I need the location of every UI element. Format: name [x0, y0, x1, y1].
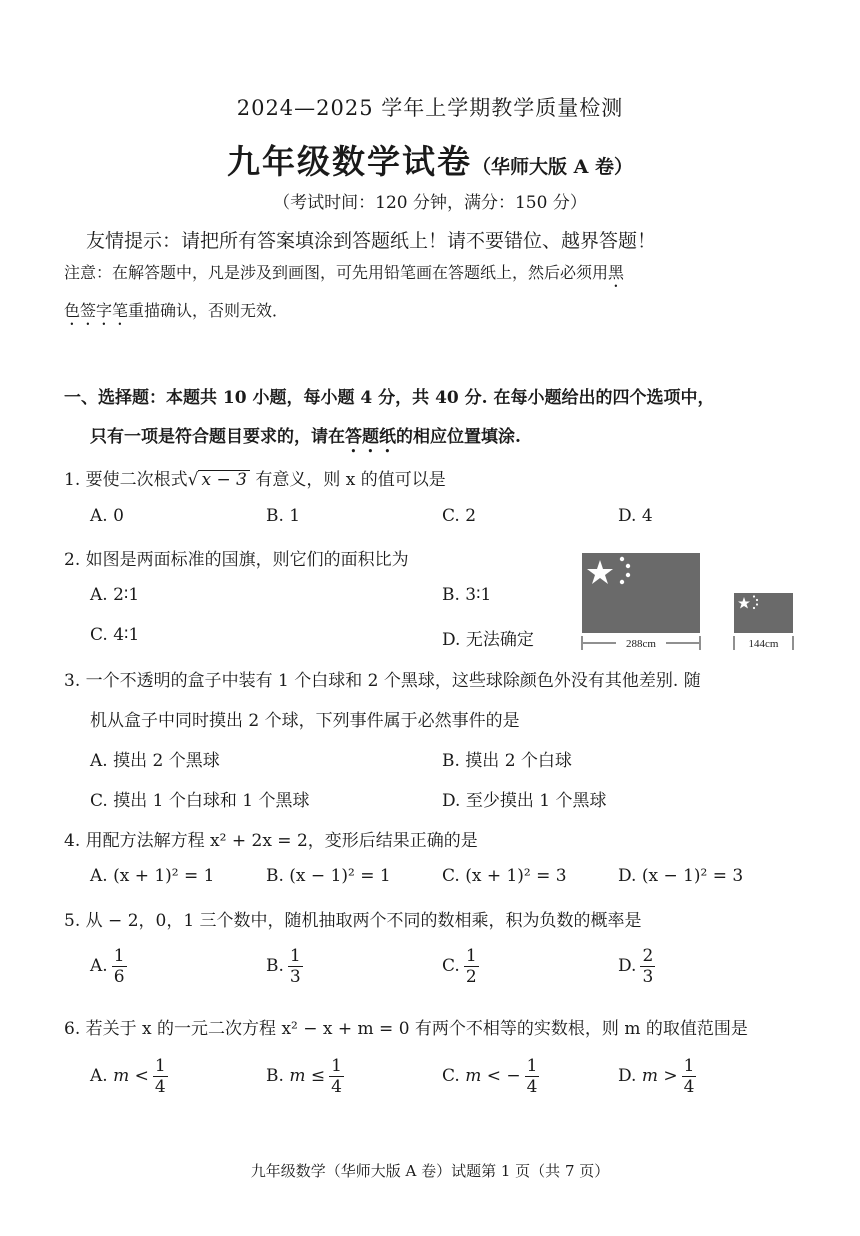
fraction — [464, 946, 479, 987]
option-relation: m < − — [465, 1066, 521, 1086]
page-footer: 九年级数学（华师大版 A 卷）试题第 1 页（共 7 页） — [250, 1162, 610, 1180]
q2-number: 2. — [64, 550, 81, 570]
q1-stem-pre: 要使二次根式 — [85, 470, 188, 490]
q1-option-a: A. 0 — [90, 506, 124, 526]
q5-option-a — [90, 946, 127, 987]
section-1-heading-line-1: 一、选择题：本题共 10 小题，每小题 4 分，共 40 分. 在每小题给出的四个选项中， — [64, 388, 715, 408]
small-flag — [734, 593, 793, 633]
question-6 — [64, 1014, 748, 1039]
q1-number: 1. — [64, 470, 81, 490]
q4-option-c: C. (x + 1)² = 3 — [442, 866, 567, 886]
numerator: 1 — [331, 1056, 342, 1076]
section-1-text-c: 的相应位置填涂. — [396, 427, 521, 447]
q6-option-d — [618, 1056, 696, 1097]
q1-stem-post: 有意义，则 x 的值可以是 — [255, 470, 446, 490]
q2-option-b: B. 3∶1 — [442, 585, 492, 605]
option-label: D. — [618, 956, 637, 976]
question-5 — [64, 906, 642, 931]
section-1-emphasis: 答题纸 — [345, 427, 396, 447]
denominator: 4 — [526, 1077, 538, 1097]
q1-option-d: D. 4 — [618, 506, 653, 526]
fraction — [525, 1056, 540, 1097]
q5-option-b — [266, 946, 303, 987]
question-1 — [64, 465, 446, 490]
option-label: A. — [90, 956, 108, 976]
denominator: 6 — [113, 967, 125, 987]
option-label: C. — [442, 956, 460, 976]
numerator: 1 — [465, 946, 477, 966]
q5-stem: 从 − 2，0，1 三个数中，随机抽取两个不同的数相乘，积为负数的概率是 — [85, 911, 642, 931]
denominator: 3 — [642, 967, 654, 987]
flags-figure — [578, 550, 798, 660]
option-label: A. — [90, 1066, 108, 1086]
q6-stem: 若关于 x 的一元二次方程 x² − x + m = 0 有两个不相等的实数根，则 m 的取值范围是 — [85, 1019, 748, 1039]
note-text-1: 注意：在解答题中，凡是涉及到画图，可先用铅笔画在答题纸上，然后必须用 — [64, 263, 609, 282]
fraction — [682, 1056, 697, 1097]
fraction — [329, 1056, 344, 1097]
q3-option-b: B. 摸出 2 个白球 — [442, 751, 572, 771]
q1-option-c: C. 2 — [442, 506, 477, 526]
option-relation: m ≤ — [289, 1066, 326, 1086]
q2-stem: 如图是两面标准的国旗，则它们的面积比为 — [85, 550, 409, 570]
q3-option-c: C. 摸出 1 个白球和 1 个黑球 — [90, 791, 310, 811]
option-relation: m < — [113, 1066, 149, 1086]
denominator: 3 — [289, 967, 301, 987]
q1-option-b: B. 1 — [266, 506, 301, 526]
numerator: 1 — [113, 946, 125, 966]
q3-number: 3. — [64, 671, 81, 691]
note-emphasis-2: 色签字笔 — [64, 301, 129, 320]
q4-option-b: B. (x − 1)² = 1 — [266, 866, 391, 886]
note-emphasis-1: 黑 — [608, 263, 625, 282]
option-label: D. — [618, 1066, 637, 1086]
small-star-icon — [620, 580, 624, 584]
q3-option-a: A. 摸出 2 个黑球 — [90, 751, 220, 771]
q5-option-c — [442, 946, 479, 987]
question-4 — [64, 826, 478, 851]
denominator: 4 — [154, 1077, 166, 1097]
q6-option-c — [442, 1056, 539, 1097]
denominator: 4 — [683, 1077, 695, 1097]
small-flag-label: 144cm — [748, 638, 779, 650]
friendly-tip: 友情提示：请把所有答案填涂到答题纸上！请不要错位、越界答题！ — [86, 230, 657, 252]
small-star-icon — [626, 573, 630, 577]
option-label: B. — [266, 956, 284, 976]
section-1-text-a: 只有一项是符合题目要求的，请在 — [90, 427, 345, 447]
note-line-2 — [64, 292, 288, 330]
q4-number: 4. — [64, 831, 81, 851]
option-label: B. — [266, 1066, 284, 1086]
sqrt-symbol: √ — [187, 470, 199, 490]
q2-option-a: A. 2∶1 — [90, 585, 140, 605]
small-star-icon — [756, 599, 758, 601]
q2-option-c: C. 4∶1 — [90, 625, 140, 645]
q6-number: 6. — [64, 1019, 81, 1039]
q3-stem-line-2: 机从盒子中同时摸出 2 个球，下列事件属于必然事件的是 — [90, 711, 520, 731]
q5-number: 5. — [64, 911, 81, 931]
q3-stem-line-1: 一个不透明的盒子中装有 1 个白球和 2 个黑球，这些球除颜色外没有其他差别. 随 — [85, 671, 701, 691]
denominator: 4 — [331, 1077, 342, 1097]
option-relation: m > — [641, 1066, 678, 1086]
q1-radicand: x − 3 — [198, 470, 249, 489]
small-star-icon — [753, 595, 755, 597]
small-star-icon — [756, 603, 758, 605]
numerator: 1 — [154, 1056, 166, 1076]
note-text-2: 重描确认，否则无效． — [128, 301, 289, 320]
exam-info: （考试时间：120 分钟，满分：150 分） — [273, 193, 587, 213]
note-line-1 — [64, 254, 624, 292]
question-2 — [64, 545, 409, 570]
q3-option-d: D. 至少摸出 1 个黑球 — [442, 791, 607, 811]
fraction — [640, 946, 655, 987]
option-label: C. — [442, 1066, 460, 1086]
q5-option-d — [618, 946, 655, 987]
exam-title-text: 九年级数学试卷 — [227, 142, 472, 181]
numerator: 2 — [642, 946, 654, 966]
numerator: 1 — [683, 1056, 695, 1076]
q4-option-d: D. (x − 1)² = 3 — [618, 866, 744, 886]
q4-stem: 用配方法解方程 x² + 2x = 2，变形后结果正确的是 — [85, 831, 478, 851]
q6-option-b — [266, 1056, 344, 1097]
q6-option-a — [90, 1056, 168, 1097]
fraction — [288, 946, 303, 987]
small-star-icon — [626, 564, 630, 568]
q2-option-d: D. 无法确定 — [442, 630, 534, 650]
exam-title — [0, 136, 860, 183]
large-flag-label: 288cm — [626, 638, 656, 650]
exam-period-line: 2024—2025 学年上学期教学质量检测 — [236, 96, 624, 120]
q4-option-a: A. (x + 1)² = 1 — [90, 866, 215, 886]
small-star-icon — [620, 557, 624, 561]
fraction — [112, 946, 127, 987]
question-3 — [64, 666, 701, 691]
fraction — [153, 1056, 168, 1097]
section-1-heading-line-2 — [90, 422, 521, 457]
small-star-icon — [753, 607, 755, 609]
denominator: 2 — [465, 967, 477, 987]
exam-edition: （华师大版 A 卷） — [472, 156, 633, 178]
numerator: 1 — [526, 1056, 538, 1076]
numerator: 1 — [289, 946, 301, 966]
